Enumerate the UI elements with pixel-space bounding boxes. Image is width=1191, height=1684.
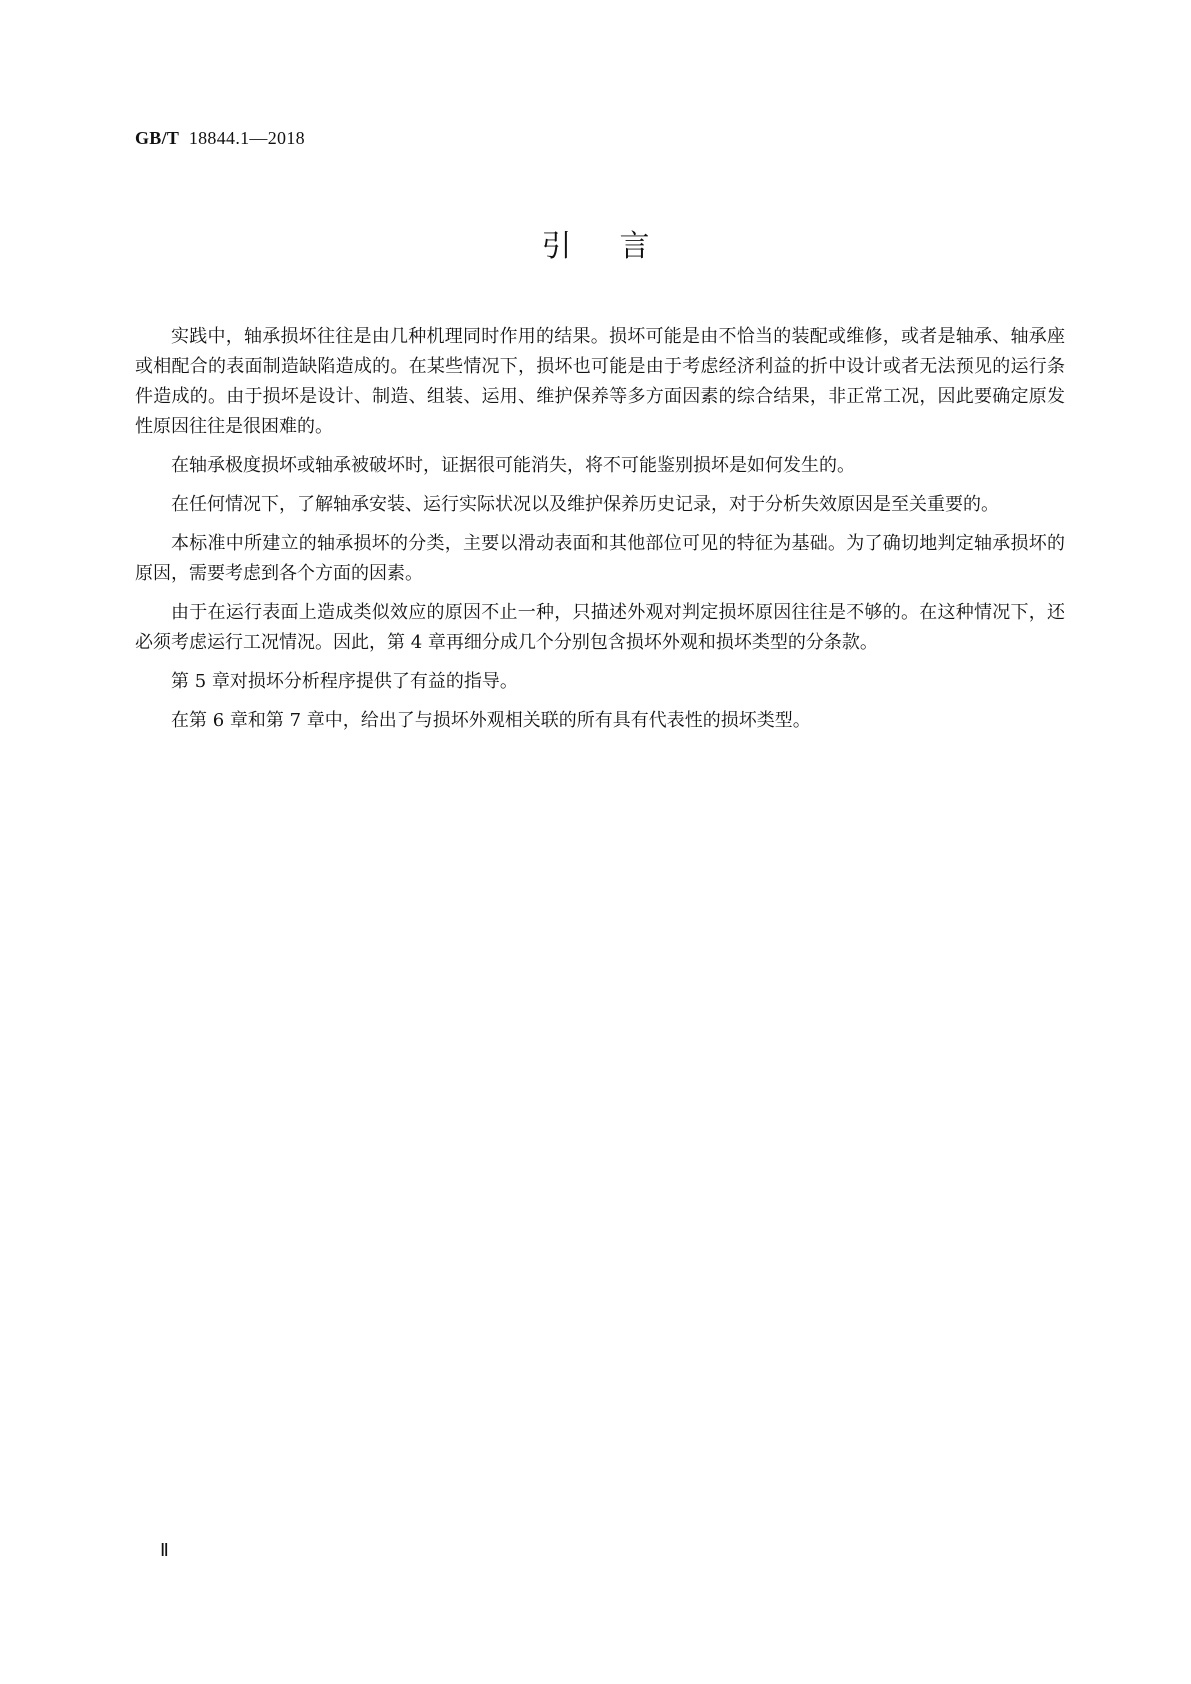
page-number: Ⅱ	[160, 1540, 169, 1560]
paragraph: 在任何情况下，了解轴承安装、运行实际状况以及维护保养历史记录，对于分析失效原因是至关重要的。	[171, 494, 999, 515]
paragraph: 在轴承极度损坏或轴承被破坏时，证据很可能消失，将不可能鉴别损坏是如何发生的。	[171, 455, 855, 476]
paragraph: 本标准中所建立的轴承损坏的分类，主要以滑动表面和其他部位可见的特征为基础。为了确切地判定轴承损坏的原因，需要考虑到各个方面的因素。	[135, 533, 1065, 584]
paragraph: 实践中，轴承损坏往往是由几种机理同时作用的结果。损坏可能是由不恰当的装配或维修，或者是轴承、轴承座或相配合的表面制造缺陷造成的。在某些情况下，损坏也可能是由于考虑经济利益的折中设计或者无法预见的运行条件造成的。由于损坏是设计、制造、组装、运用、维护保养等多方面因素的综合结果，非正常工况，因此要确定原发性原因往往是很困难的。	[135, 326, 1065, 437]
page-title	[0, 229, 1191, 264]
paragraph: 由于在运行表面上造成类似效应的原因不止一种，只描述外观对判定损坏原因往往是不够的。在这种情况下，还必须考虑运行工况情况。因此，第 4 章再细分成几个分别包含损坏外观和损坏类型的分条款。	[135, 602, 1065, 653]
introduction-body	[135, 322, 1065, 745]
standard-prefix: GB/T	[135, 128, 180, 148]
paragraph: 第 5 章对损坏分析程序提供了有益的指导。	[171, 671, 518, 692]
standard-header	[135, 128, 305, 149]
standard-number: 18844.1—2018	[188, 128, 305, 148]
paragraph: 在第 6 章和第 7 章中，给出了与损坏外观相关联的所有具有代表性的损坏类型。	[171, 710, 811, 731]
title-char-1: 引	[541, 229, 572, 264]
title-char-2: 言	[619, 229, 650, 264]
